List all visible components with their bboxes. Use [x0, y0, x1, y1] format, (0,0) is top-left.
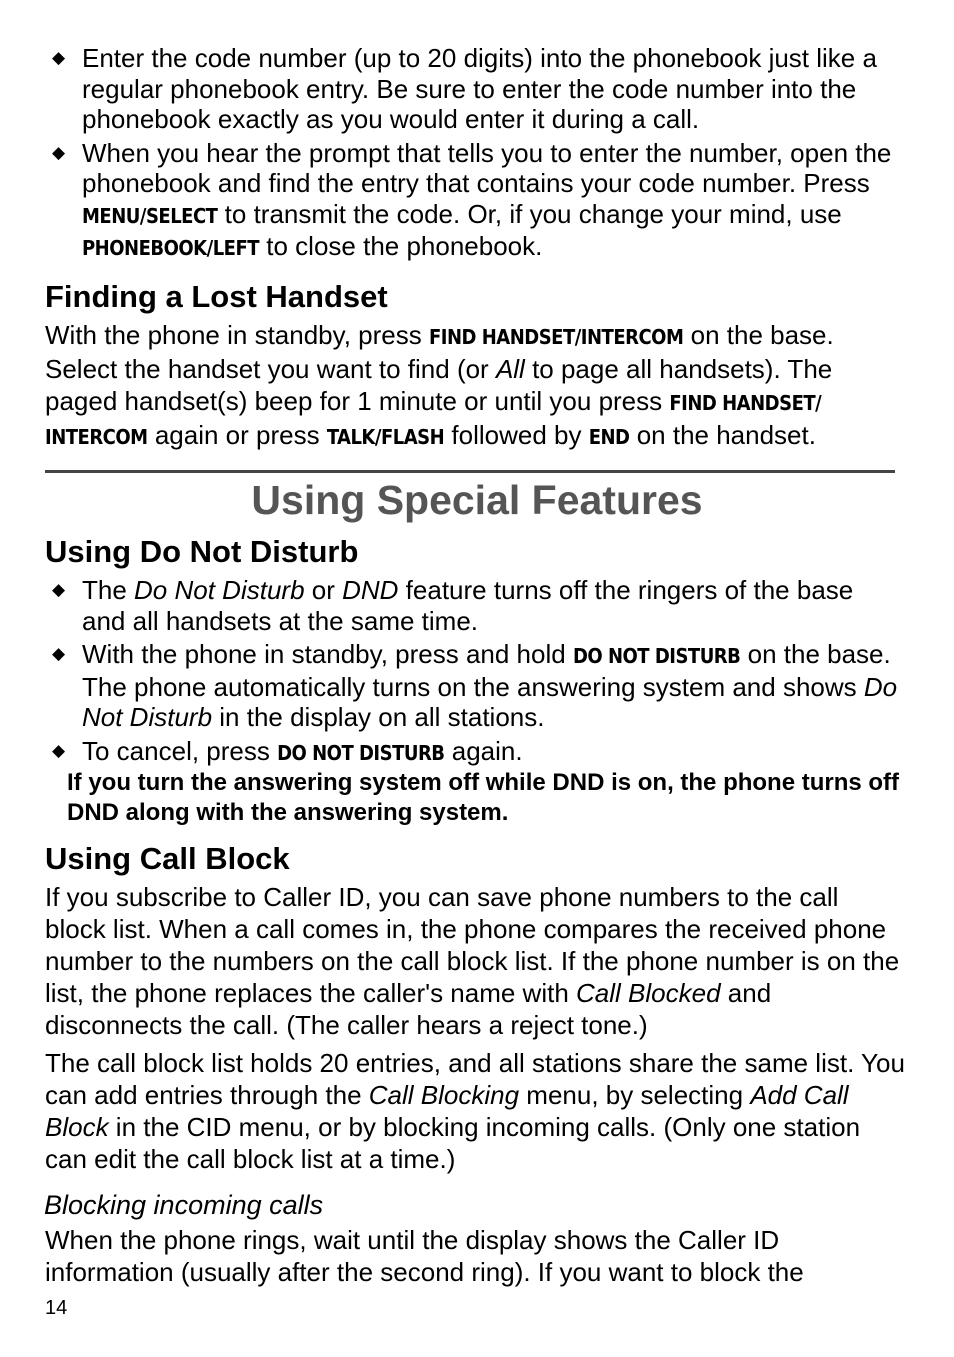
- text: followed by: [444, 420, 589, 450]
- call-block-paragraph-3: When the phone rings, wait until the display shows the Caller ID information (usually after the second ring). If you want to block the: [45, 1225, 804, 1287]
- text: on the base. Select the handset you want to find (or: [45, 320, 834, 384]
- text: and disconnects the call. (The caller hears a reject tone.): [45, 978, 772, 1040]
- bullet-text: To cancel, press: [82, 735, 278, 766]
- section-divider: [45, 470, 895, 473]
- bullet-text: to close the phonebook.: [259, 231, 543, 261]
- bullet-item: [0, 639, 954, 733]
- bullet-text: again.: [444, 735, 523, 766]
- blocking-incoming-calls-subheading: Blocking incoming calls: [44, 1190, 324, 1220]
- bullet-text: in the display on all stations.: [212, 702, 545, 732]
- dnd-bullets: [0, 575, 954, 768]
- key-label: DO NOT DISTURB: [572, 644, 741, 668]
- italic-term: Add Call Block: [45, 1080, 849, 1142]
- bullet-diamond-icon: ◆: [52, 48, 66, 67]
- bullet-item: [0, 138, 954, 264]
- lost-handset-paragraph: [45, 319, 905, 453]
- text: With the phone in standby, press: [45, 320, 429, 350]
- bullet-item: [0, 43, 954, 135]
- bullet-text: to transmit the code. Or, if you change your mind, use: [217, 198, 842, 229]
- bullet-text: The: [82, 575, 135, 605]
- key-label: FIND HANDSET/INTERCOM: [428, 325, 684, 349]
- bullet-text: on the base. The phone automatically turns on the answering system and shows: [82, 639, 891, 702]
- bullet-text: or: [304, 575, 343, 605]
- bullet-item: [0, 736, 954, 769]
- text: again or press: [147, 420, 327, 450]
- key-label: DO NOT DISTURB: [277, 740, 445, 765]
- bullet-diamond-icon: ◆: [52, 644, 66, 663]
- section-title: Using Special Features: [251, 477, 703, 523]
- text: menu, by selecting: [519, 1080, 751, 1110]
- call-block-heading: Using Call Block: [45, 841, 290, 876]
- call-block-paragraph-1: [45, 881, 905, 1041]
- key-label: MENU/SELECT: [82, 203, 218, 228]
- dnd-note: If you turn the answering system off while DND is on, the phone turns off DND along with the answering system.: [67, 769, 900, 826]
- bullet-item: [0, 575, 954, 636]
- bullet-diamond-icon: ◆: [52, 580, 66, 599]
- text: The call block list holds 20 entries, and all stations share the same list. You can add entries through the: [45, 1048, 905, 1110]
- italic-term: DND: [342, 575, 399, 605]
- italic-term: All: [495, 354, 525, 384]
- text: on the handset.: [629, 420, 816, 450]
- text: in the CID menu, or by blocking incoming calls. (Only one station can edit the call block list at a time.): [45, 1112, 861, 1174]
- italic-term: Call Blocking: [368, 1080, 520, 1110]
- key-label: FIND HANDSET/ INTERCOM: [45, 391, 822, 449]
- lost-handset-heading: Finding a Lost Handset: [45, 279, 388, 314]
- key-label: TALK/FLASH: [326, 425, 445, 449]
- text: If you subscribe to Caller ID, you can save phone numbers to the call block list. When a call comes in, the phone compares the received phone number to the numbers on the call block list. If the phone number is on the list, the phone replaces the caller's name with: [45, 882, 900, 1008]
- bullet-diamond-icon: ◆: [52, 142, 66, 162]
- italic-term: Do Not Disturb: [82, 671, 898, 732]
- bullet-text: Enter the code number (up to 20 digits) into the phonebook just like a regular phonebook entry. Be sure to enter the code number into the phonebook exactly as you would enter it during a call.: [82, 43, 877, 134]
- dnd-heading: Using Do Not Disturb: [45, 534, 359, 569]
- italic-term: Call Blocked: [576, 978, 721, 1008]
- key-label: END: [588, 425, 630, 449]
- italic-term: Do Not Disturb: [134, 575, 305, 605]
- bullet-diamond-icon: ◆: [52, 740, 66, 760]
- page-number: 14: [45, 1297, 68, 1319]
- key-label: PHONEBOOK/LEFT: [82, 236, 260, 260]
- bullet-text: When you hear the prompt that tells you to enter the number, open the phonebook and find the entry that contains your code number. Press: [82, 137, 892, 198]
- text: to page all handsets). The paged handset(s) beep for 1 minute or until you press: [45, 354, 833, 416]
- bullet-text: feature turns off the ringers of the base and all handsets at the same time.: [82, 575, 854, 636]
- code-entry-bullets: [0, 43, 954, 264]
- bullet-text: With the phone in standby, press and hold: [82, 639, 573, 669]
- call-block-paragraph-2: [45, 1047, 905, 1175]
